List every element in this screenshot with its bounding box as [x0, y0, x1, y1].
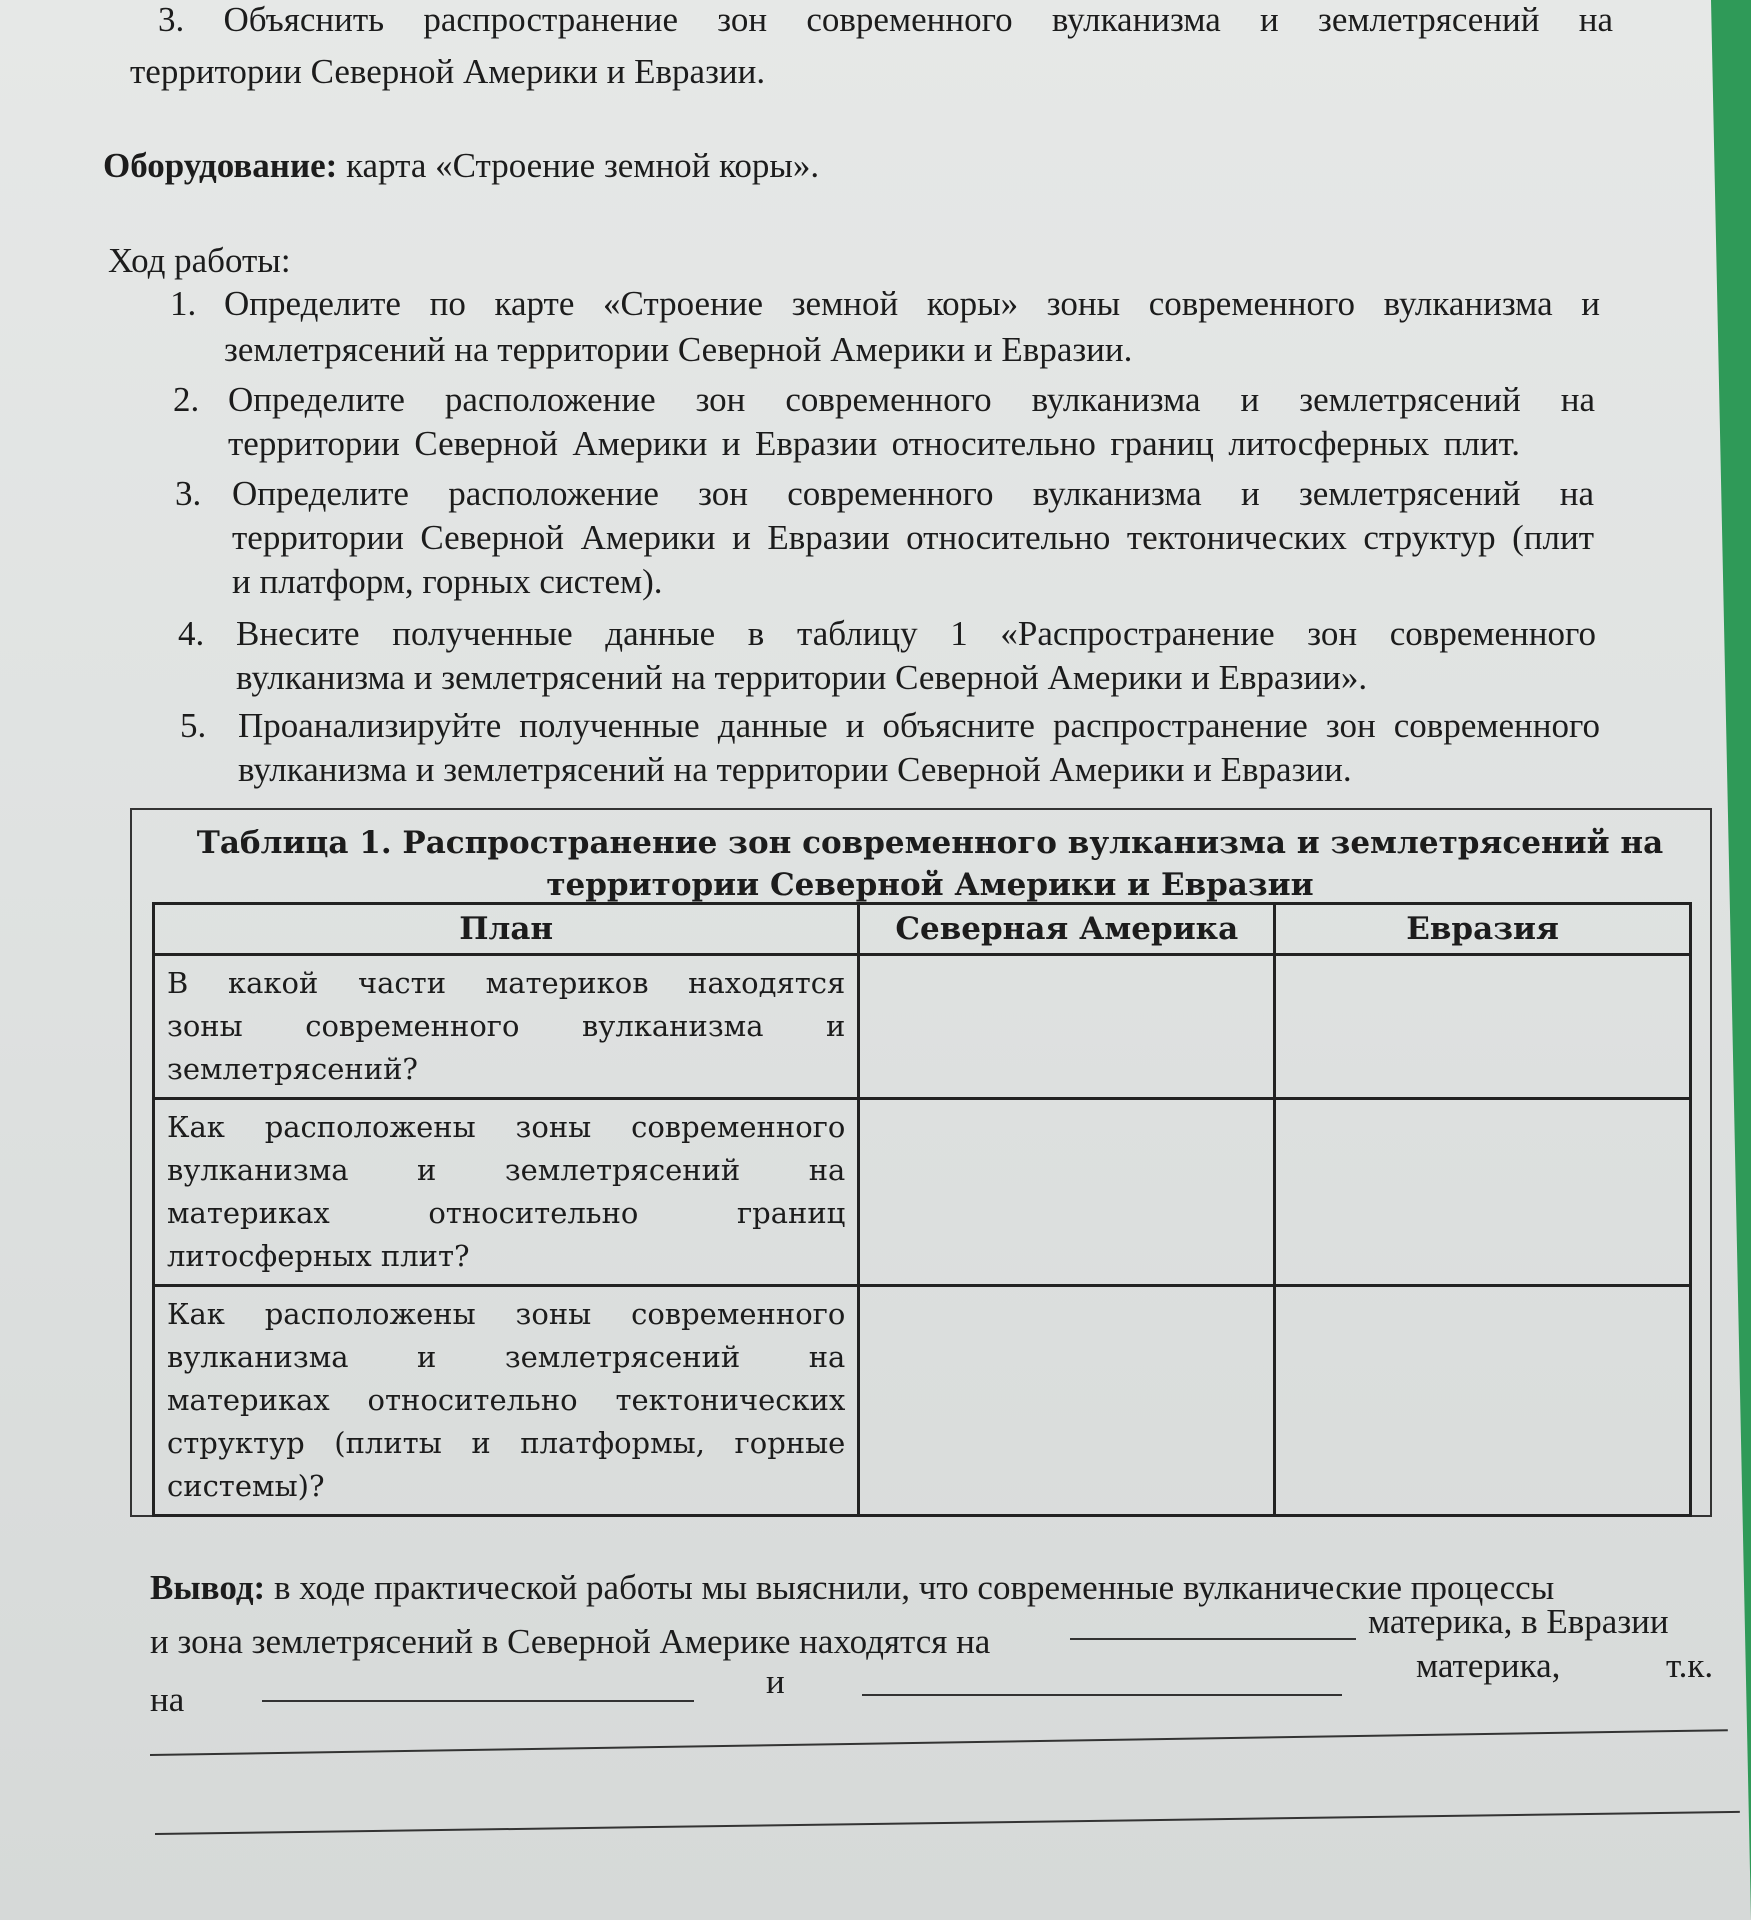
question-1-line-2: зоны современного вулканизма и: [167, 1009, 846, 1043]
step-3-line-1: Определите расположение зон современного вулканизма и землетрясений на: [232, 474, 1594, 513]
step-4-number: 4.: [178, 614, 205, 653]
answer-cell-eurasia-2[interactable]: [1275, 1099, 1691, 1286]
question-2-line-2: вулканизма и землетрясений на: [167, 1153, 846, 1187]
equipment-text: карта «Строение земной коры».: [337, 146, 820, 185]
conclusion-line-2a: и зона землетрясений в Северной Америке находятся на: [150, 1622, 991, 1661]
distribution-table: [152, 902, 1692, 1517]
step-2-number: 2.: [173, 380, 200, 419]
conclusion-line-3b: и: [766, 1662, 785, 1701]
question-3-line-4: структур (плиты и платформы, горные: [167, 1426, 846, 1460]
step-5-number: 5.: [180, 706, 207, 745]
answer-cell-eurasia-1[interactable]: [1275, 955, 1691, 1099]
step-5-line-2: вулканизма и землетрясений на территории Северной Америки и Евразии.: [238, 750, 1352, 789]
header-plan: План: [154, 904, 859, 955]
step-3-line-3: и платформ, горных систем).: [232, 562, 663, 601]
question-3-line-1: Как расположены зоны современного: [167, 1297, 846, 1331]
header-eurasia: Евразия: [1275, 904, 1691, 955]
answer-cell-north-america-3[interactable]: [859, 1286, 1275, 1516]
conclusion-label: Вывод:: [150, 1568, 266, 1607]
step-4-line-1: Внесите полученные данные в таблицу 1 «Распространение зон современного: [236, 614, 1596, 653]
table-row: [154, 1099, 1691, 1286]
step-2-line-1: Определите расположение зон современного вулканизма и землетрясений на: [228, 380, 1595, 419]
equipment-line: [103, 146, 819, 186]
table-row: [154, 955, 1691, 1099]
answer-cell-eurasia-3[interactable]: [1275, 1286, 1691, 1516]
question-1-line-1: В какой части материков находятся: [167, 966, 846, 1000]
header-north-america: Северная Америка: [859, 904, 1275, 955]
procedure-heading: Ход работы:: [108, 241, 291, 280]
table-row: [154, 1286, 1691, 1516]
conclusion-line-3d: т.к.: [1666, 1646, 1714, 1685]
step-5-line-1: Проанализируйте полученные данные и объясните распространение зон современного: [238, 706, 1600, 745]
question-2-line-4: литосферных плит?: [167, 1239, 470, 1273]
plan-question-2: [154, 1099, 859, 1286]
blank-north-america-part[interactable]: [1070, 1638, 1356, 1640]
plan-question-3: [154, 1286, 859, 1516]
table-header-row: [154, 904, 1691, 955]
green-folder-edge: [1711, 0, 1751, 1920]
conclusion-line-1: [150, 1568, 1554, 1608]
step-4-line-2: вулканизма и землетрясений на территории Северной Америки и Евразии».: [236, 658, 1368, 697]
conclusion-line-3a: на: [150, 1680, 185, 1719]
step-3-number: 3.: [175, 474, 202, 513]
conclusion-line-3c: материка,: [1416, 1646, 1561, 1685]
answer-cell-north-america-2[interactable]: [859, 1099, 1275, 1286]
plan-question-1: [154, 955, 859, 1099]
question-1-line-3: землетрясений?: [167, 1052, 418, 1086]
step-1-line-2: землетрясений на территории Северной Америки и Евразии.: [224, 330, 1133, 369]
question-2-line-3: материках относительно границ: [167, 1196, 846, 1230]
table-title-line-1: Таблица 1. Распространение зон современного вулканизма и землетрясений на: [196, 825, 1664, 861]
table-title-line-2: территории Северной Америки и Евразии: [546, 867, 1314, 903]
question-3-line-2: вулканизма и землетрясений на: [167, 1340, 846, 1374]
step-3-line-2: территории Северной Америки и Евразии относительно тектонических структур (плит: [232, 518, 1594, 557]
blank-eurasia-part-1[interactable]: [262, 1700, 694, 1702]
goal-3-line-1: 3. Объяснить распространение зон современного вулканизма и землетрясений на: [158, 0, 1613, 39]
question-3-line-3: материках относительно тектонических: [167, 1383, 846, 1417]
step-1-line-1: Определите по карте «Строение земной коры» зоны современного вулканизма и: [224, 284, 1600, 323]
conclusion-line-2b: материка, в Евразии: [1368, 1602, 1669, 1641]
answer-cell-north-america-1[interactable]: [859, 955, 1275, 1099]
blank-eurasia-part-2[interactable]: [862, 1694, 1342, 1696]
question-2-line-1: Как расположены зоны современного: [167, 1110, 846, 1144]
goal-3-line-2: территории Северной Америки и Евразии.: [130, 52, 766, 91]
question-3-line-5: системы)?: [167, 1469, 325, 1503]
conclusion-text-1: в ходе практической работы мы выяснили, что современные вулканические процессы: [265, 1568, 1555, 1607]
equipment-label: Оборудование:: [103, 146, 338, 185]
step-1-number: 1.: [170, 284, 197, 323]
step-2-line-2: территории Северной Америки и Евразии относительно границ литосферных плит.: [228, 424, 1520, 463]
